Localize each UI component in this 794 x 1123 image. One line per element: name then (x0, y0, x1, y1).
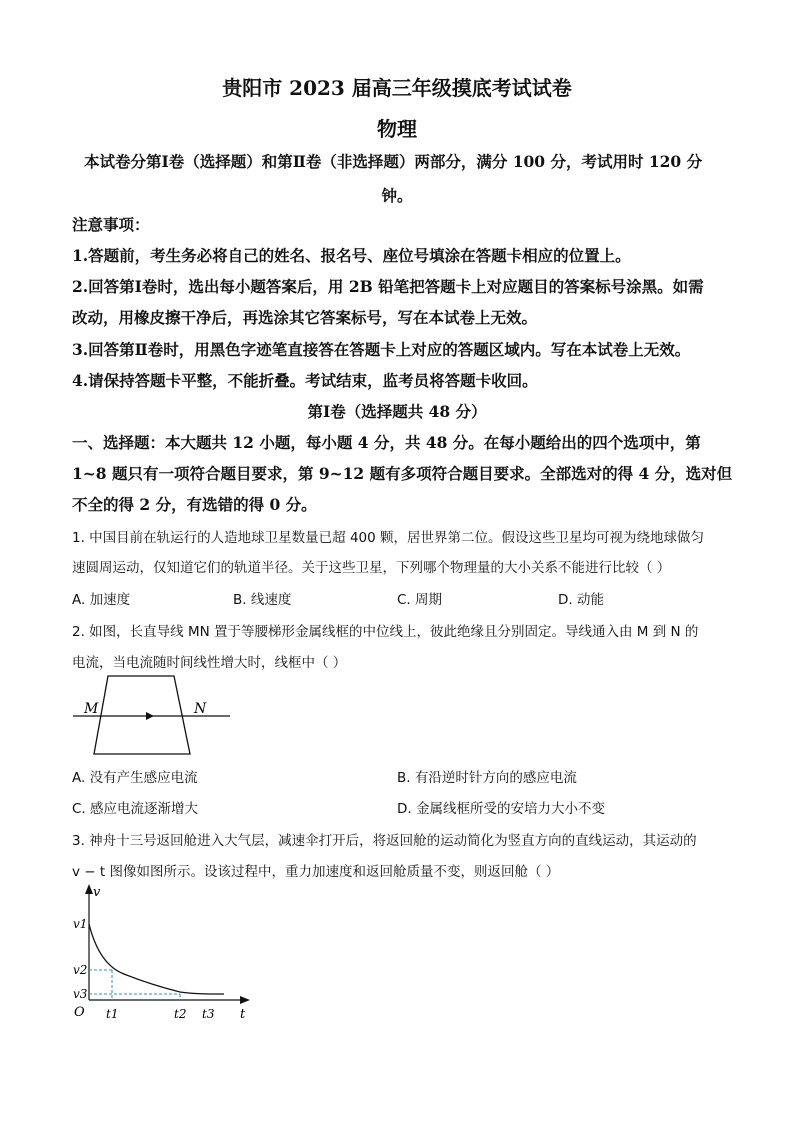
subject-title: 物理 (377, 117, 417, 141)
notes-heading: 注意事项： (72, 215, 150, 234)
note-item-4: 4.请保持答题卡平整，不能折叠。考试结束，监考员将答题卡收回。 (72, 371, 538, 390)
q1-option-d: D. 动能 (558, 592, 604, 608)
note-item-1: 1.答题前，考生务必将自己的姓名、报名号、座位号填涂在答题卡相应的位置上。 (72, 246, 631, 265)
current-arrow-icon (146, 712, 154, 720)
x-axis-label: t (240, 1007, 246, 1022)
section-instructions-2: 1~8 题只有一项符合题目要求，第 9~12 题有多项符合题目要求。全部选对的得 4 分，选对但 (72, 464, 733, 483)
q2-option-c: C. 感应电流逐渐增大 (72, 801, 199, 817)
section-instructions-1: 一、选择题：本大题共 12 小题，每小题 4 分，共 48 分。在每小题给出的四个选项中，第 (72, 433, 701, 452)
label-m: M (84, 701, 99, 717)
q1-stem-line-2: 速圆周运动，仅知道它们的轨道半径。关于这些卫星，下列哪个物理量的大小关系不能进行比较（ ） (72, 560, 671, 576)
x-axis-arrow-icon (240, 996, 250, 1004)
q2-stem-line-2: 电流，当电流随时间线性增大时，线框中（ ） (72, 655, 347, 671)
q1-option-a: A. 加速度 (72, 592, 131, 608)
y-axis-label: v (93, 885, 101, 900)
section-title: 第Ⅰ卷（选择题共 48 分） (307, 402, 487, 421)
q2-stem-line-1: 2. 如图，长直导线 MN 置于等腰梯形金属线框的中位线上，彼此绝缘且分别固定。导线通入由 M 到 N 的 (72, 624, 699, 640)
v1-label: v1 (73, 917, 88, 931)
q2-option-b: B. 有沿逆时针方向的感应电流 (397, 770, 577, 786)
v3-label: v3 (73, 987, 88, 1001)
y-axis-arrow-icon (85, 884, 93, 894)
note-item-3: 3.回答第Ⅱ卷时，用黑色字迹笔直接答在答题卡上对应的答题区域内。写在本试卷上无效。 (72, 340, 691, 359)
t2-label: t2 (174, 1007, 187, 1021)
q2-option-a: A. 没有产生感应电流 (72, 770, 198, 786)
section-instructions-3: 不全的得 2 分，有选错的得 0 分。 (72, 495, 317, 514)
t3-label: t3 (202, 1007, 215, 1021)
trapezoid-frame (94, 676, 190, 754)
intro-line-1: 本试卷分第Ⅰ卷（选择题）和第Ⅱ卷（非选择题）两部分，满分 100 分，考试用时 120 分 (84, 152, 703, 171)
q1-option-c: C. 周期 (397, 592, 443, 608)
q3-stem-line-2: v − t 图像如图所示。设该过程中，重力加速度和返回舱质量不变，则返回舱（ ） (72, 864, 560, 880)
q3-stem-line-1: 3. 神舟十三号返回舱进入大气层，减速伞打开后，将返回舱的运动简化为竖直方向的直线运动，其运动的 (72, 833, 697, 849)
q2-option-d: D. 金属线框所受的安培力大小不变 (397, 801, 605, 817)
q1-stem-line-1: 1. 中国目前在轨运行的人造地球卫星数量已超 400 颗，居世界第二位。假设这些卫星均可视为绕地球做匀 (72, 530, 705, 546)
origin-label: O (74, 1005, 85, 1020)
velocity-curve (89, 924, 224, 994)
q3-vt-graph (68, 882, 258, 1022)
note-item-2-cont: 改动，用橡皮擦干净后，再选涂其它答案标号，写在本试卷上无效。 (72, 308, 538, 327)
note-item-2: 2.回答第Ⅰ卷时，选出每小题答案后，用 2B 铅笔把答题卡上对应题目的答案标号涂黑。如需 (72, 277, 704, 296)
label-n: N (194, 701, 207, 717)
exam-title: 贵阳市 2023 届高三年级摸底考试试卷 (222, 76, 572, 100)
t1-label: t1 (106, 1007, 119, 1021)
intro-line-2: 钟。 (381, 186, 413, 205)
v2-label: v2 (73, 963, 88, 977)
q2-figure (68, 670, 238, 760)
q1-option-b: B. 线速度 (233, 592, 292, 608)
